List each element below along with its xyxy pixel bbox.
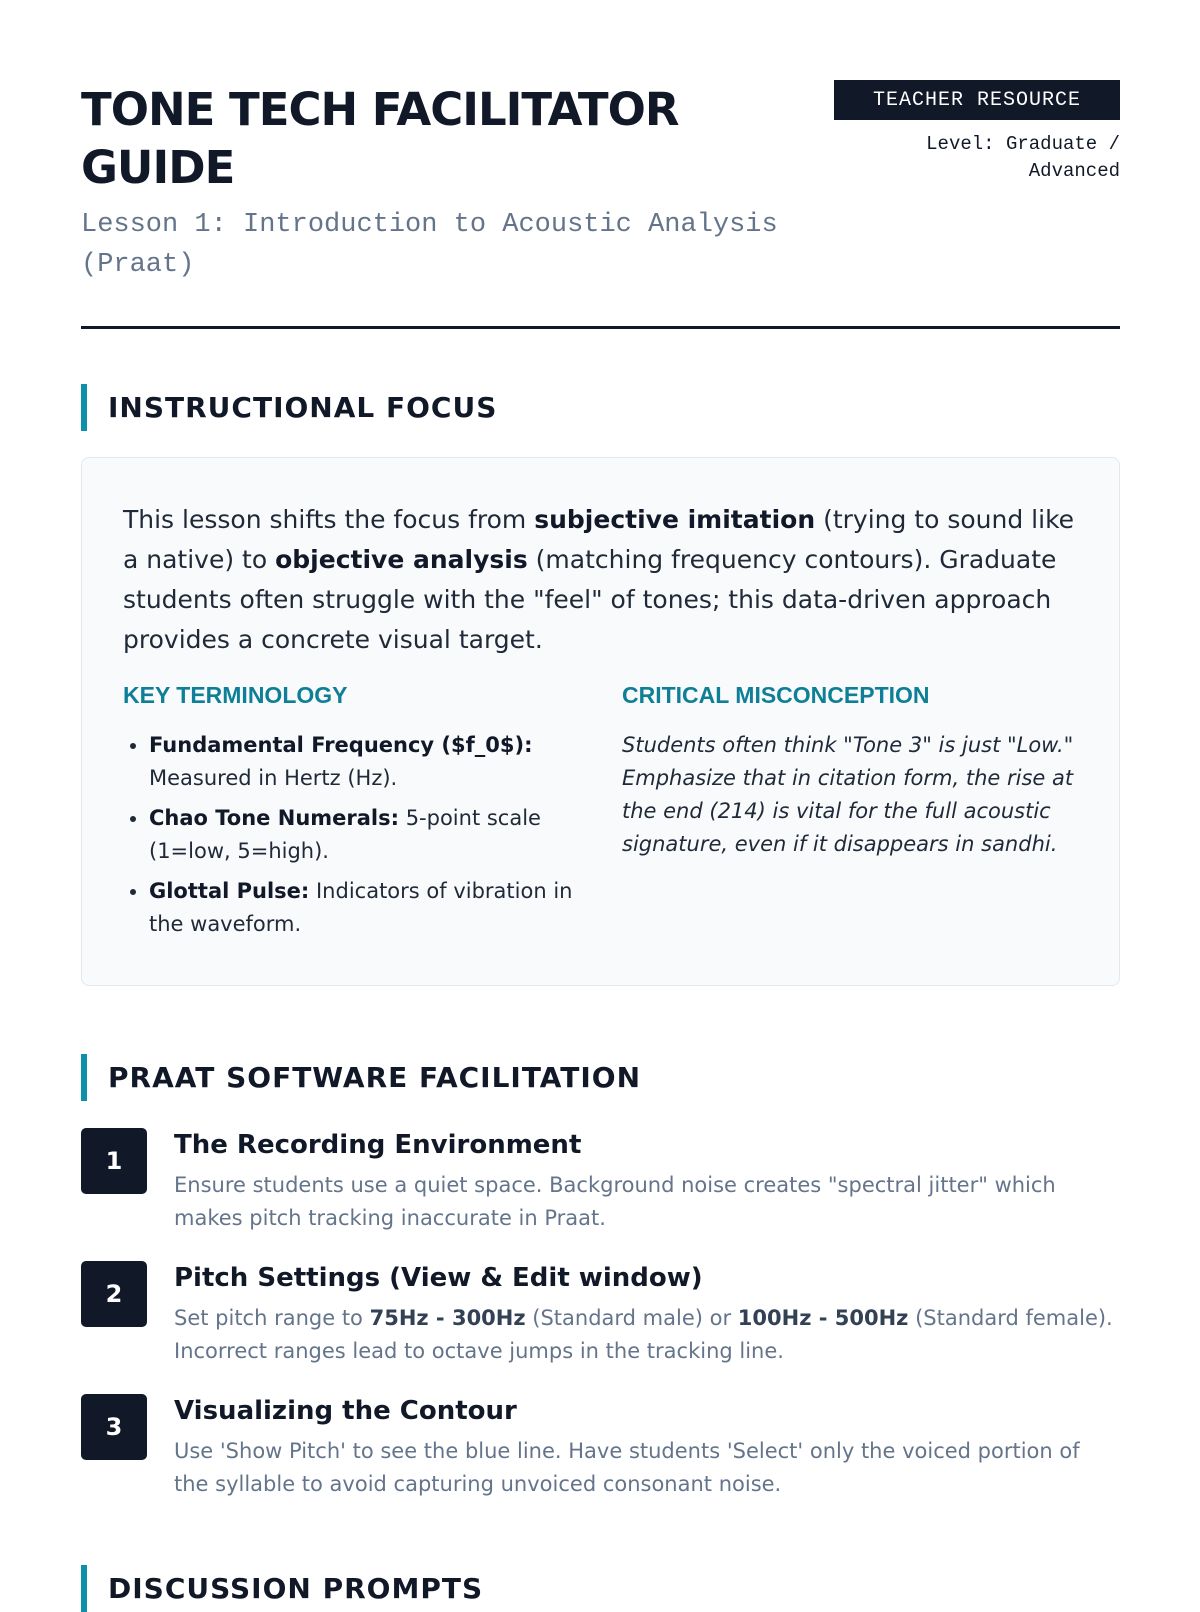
document-header	[81, 0, 1120, 330]
terminology-list	[123, 729, 583, 941]
level-label: Level: Graduate / Advanced	[926, 133, 1120, 182]
instructional-focus-panel	[81, 457, 1120, 986]
step-description: Use 'Show Pitch' to see the blue line. Have students 'Select' only the voiced portion of the syllable to avoid capturing unvoiced consonant noise.	[174, 1439, 1080, 1496]
misconception-text: Students often think "Tone 3" is just "Low." Emphasize that in citation form, the rise at the end (214) is vital for the full acoustic signature, even if it disappears in sandhi.	[622, 733, 1074, 856]
facilitator-guide-page	[81, 0, 1120, 1605]
male-pitch-range: 75Hz - 300Hz	[369, 1306, 526, 1330]
intro-text-2: (trying to sound like a native) to	[123, 505, 1075, 574]
page-subtitle: Lesson 1: Introduction to Acoustic Analysis (Praat)	[81, 210, 778, 280]
section-heading-discussion-prompts: DISCUSSION PROMPTS	[81, 1565, 483, 1612]
step-title: Visualizing the Contour	[174, 1396, 517, 1426]
step-text-1: Set pitch range to	[174, 1306, 370, 1330]
step-number-badge: 1	[81, 1128, 147, 1194]
key-terminology-column	[123, 682, 583, 948]
term-description: Indicators of vibration in the waveform.	[149, 879, 573, 936]
step-title: The Recording Environment	[174, 1130, 582, 1160]
teacher-resource-badge: TEACHER RESOURCE	[834, 80, 1120, 120]
header-divider	[81, 326, 1120, 329]
section-heading-praat-facilitation: PRAAT SOFTWARE FACILITATION	[81, 1054, 641, 1101]
section-heading-instructional-focus: INSTRUCTIONAL FOCUS	[81, 384, 497, 431]
term-label: Fundamental Frequency ($f_0$):	[149, 733, 533, 757]
list-item	[149, 802, 583, 868]
female-pitch-range: 100Hz - 500Hz	[737, 1306, 909, 1330]
term-description: 5-point scale (1=low, 5=high).	[149, 806, 541, 863]
step-title: Pitch Settings (View & Edit window)	[174, 1263, 703, 1293]
term-label: Chao Tone Numerals:	[149, 806, 400, 830]
step-description: Ensure students use a quiet space. Background noise creates "spectral jitter" which makes pitch tracking inaccurate in Praat.	[174, 1173, 1056, 1230]
term-label: Glottal Pulse:	[149, 879, 310, 903]
intro-emphasis-objective: objective analysis	[275, 545, 528, 574]
step-description	[174, 1302, 1119, 1368]
critical-misconception-heading: CRITICAL MISCONCEPTION	[622, 682, 930, 708]
intro-text-3: (matching frequency contours). Graduate students often struggle with the "feel" of tones; this data-driven approach provides a concrete visual target.	[123, 545, 1057, 654]
list-item	[149, 875, 583, 941]
step-text-2: (Standard male) or	[525, 1306, 738, 1330]
intro-emphasis-subjective: subjective imitation	[534, 505, 816, 534]
term-description: Measured in Hertz (Hz).	[149, 766, 398, 790]
key-terminology-heading: KEY TERMINOLOGY	[123, 682, 348, 708]
page-title: TONE TECH FACILITATOR GUIDE	[81, 83, 679, 194]
critical-misconception-column	[622, 682, 1087, 861]
list-item	[149, 729, 583, 795]
step-text-3: (Standard female). Incorrect ranges lead to octave jumps in the tracking line.	[174, 1306, 1113, 1363]
step-number-badge: 2	[81, 1261, 147, 1327]
step-number-badge: 3	[81, 1394, 147, 1460]
intro-text-1: This lesson shifts the focus from	[123, 505, 535, 534]
focus-intro-paragraph	[123, 500, 1083, 660]
